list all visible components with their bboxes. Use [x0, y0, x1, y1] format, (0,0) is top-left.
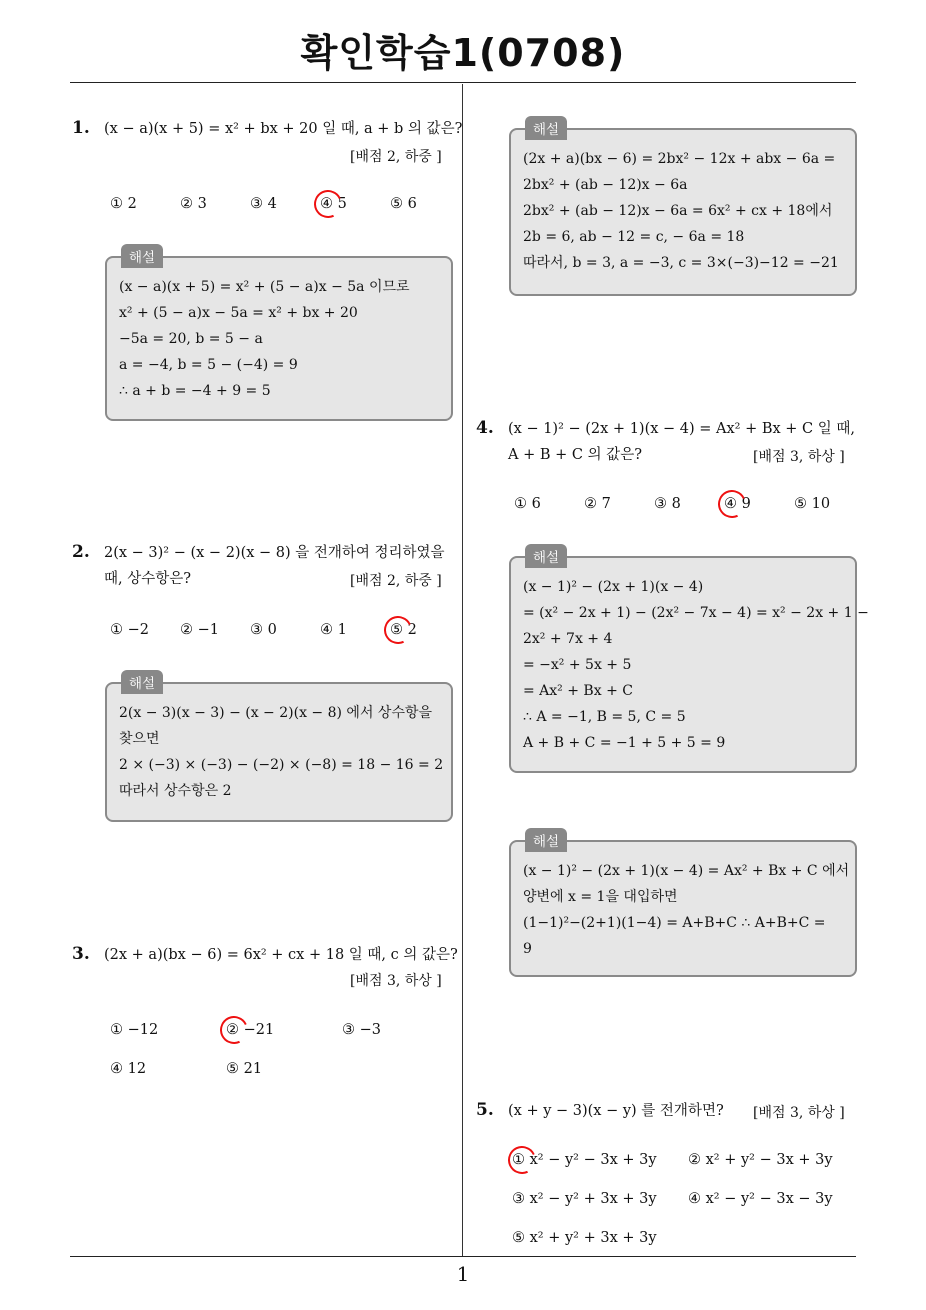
question-text: (x − 1)² − (2x + 1)(x − 4) = Ax² + Bx + C 일 때, [508, 421, 855, 437]
option-4[interactable]: ④ 1 [320, 622, 347, 638]
question-meta: [배점 3, 하상 ] [753, 449, 845, 465]
option-3[interactable]: ③ x² − y² + 3x + 3y [512, 1191, 657, 1207]
option-2[interactable]: ② −21 [226, 1022, 275, 1038]
solution-box-2 [509, 834, 857, 977]
option-5[interactable]: ⑤ 10 [794, 496, 831, 512]
option-2[interactable]: ② 7 [584, 496, 611, 512]
solution-label: 해설 [121, 244, 163, 268]
solution-line: 따라서, b = 3, a = −3, c = 3×(−3)−12 = −21 [523, 255, 839, 271]
solution-line: 2bx² + (ab − 12)x − 6a [523, 177, 688, 193]
page-number: 1 [456, 1262, 470, 1286]
solution-line: 2 × (−3) × (−3) − (−2) × (−8) = 18 − 16 = 2 [119, 757, 444, 773]
solution-box [509, 550, 869, 773]
solution-label: 해설 [121, 670, 163, 694]
solution-box [105, 676, 453, 822]
solution-line: 2b = 6, ab − 12 = c, − 6a = 18 [523, 229, 745, 245]
top-divider [70, 82, 856, 83]
option-3[interactable]: ③ −3 [342, 1022, 381, 1038]
solution-line: x² + (5 − a)x − 5a = x² + bx + 20 [119, 305, 358, 321]
solution-line: 2bx² + (ab − 12)x − 6a = 6x² + cx + 18에서 [523, 203, 833, 219]
question-number: 4. [476, 418, 494, 438]
solution-line: A + B + C = −1 + 5 + 5 = 9 [523, 735, 726, 751]
solution-box [509, 122, 857, 296]
question-number: 1. [72, 118, 90, 138]
question-number: 2. [72, 542, 90, 562]
solution-line: = (x² − 2x + 1) − (2x² − 7x − 4) = x² − 2x + 1 − [523, 605, 869, 621]
solution-label: 해설 [525, 116, 567, 140]
answer-mark-icon [504, 1142, 540, 1178]
solution-line: (1−1)²−(2+1)(1−4) = A+B+C ∴ A+B+C = [523, 915, 826, 931]
question-text: 2(x − 3)² − (x − 2)(x − 8) 을 전개하여 정리하였을 [104, 545, 445, 561]
option-5[interactable]: ⑤ 21 [226, 1061, 263, 1077]
solution-line: a = −4, b = 5 − (−4) = 9 [119, 357, 298, 373]
question-text: (x − a)(x + 5) = x² + bx + 20 일 때, a + b 의 값은? [104, 121, 463, 137]
answer-mark-icon [216, 1012, 252, 1048]
option-5[interactable]: ⑤ 6 [390, 196, 417, 212]
solution-box [105, 250, 453, 421]
solution-label: 해설 [525, 544, 567, 568]
question-text: (x + y − 3)(x − y) 를 전개하면? [508, 1103, 724, 1119]
option-1[interactable]: ① 2 [110, 196, 137, 212]
answer-mark-icon [380, 612, 416, 648]
solution-line: 9 [523, 941, 532, 957]
solution-line: 2x² + 7x + 4 [523, 631, 613, 647]
solution-line: 따라서 상수항은 2 [119, 783, 232, 799]
answer-mark-icon [714, 486, 750, 522]
option-1[interactable]: ① −2 [110, 622, 149, 638]
column-divider [462, 84, 463, 1256]
option-2[interactable]: ② −1 [180, 622, 219, 638]
option-3[interactable]: ③ 4 [250, 196, 277, 212]
option-3[interactable]: ③ 0 [250, 622, 277, 638]
question-number: 3. [72, 944, 90, 964]
solution-line: 찾으면 [119, 731, 160, 747]
solution-line: (x − 1)² − (2x + 1)(x − 4) [523, 579, 704, 595]
question-meta: [배점 3, 하상 ] [350, 973, 442, 989]
solution-line: 양변에 x = 1을 대입하면 [523, 889, 678, 905]
option-4[interactable]: ④ x² − y² − 3x − 3y [688, 1191, 833, 1207]
solution-line: (x − a)(x + 5) = x² + (5 − a)x − 5a 이므로 [119, 279, 410, 295]
option-4[interactable]: ④ 5 [320, 196, 347, 212]
option-2[interactable]: ② 3 [180, 196, 207, 212]
solution-label: 해설 [525, 828, 567, 852]
option-4[interactable]: ④ 9 [724, 496, 751, 512]
page-title: 확인학습1(0708) [300, 31, 626, 75]
solution-line: = Ax² + Bx + C [523, 683, 633, 699]
solution-line: −5a = 20, b = 5 − a [119, 331, 263, 347]
option-4[interactable]: ④ 12 [110, 1061, 147, 1077]
question-meta: [배점 2, 하중 ] [350, 573, 442, 589]
solution-line: (2x + a)(bx − 6) = 2bx² − 12x + abx − 6a = [523, 151, 836, 167]
option-1[interactable]: ① −12 [110, 1022, 159, 1038]
option-2[interactable]: ② x² + y² − 3x + 3y [688, 1152, 833, 1168]
question-meta: [배점 2, 하중 ] [350, 149, 442, 165]
question-text: (2x + a)(bx − 6) = 6x² + cx + 18 일 때, c 의 값은? [104, 947, 458, 963]
question-number: 5. [476, 1100, 494, 1120]
option-1[interactable]: ① x² − y² − 3x + 3y [512, 1152, 657, 1168]
solution-line: 2(x − 3)(x − 3) − (x − 2)(x − 8) 에서 상수항을 [119, 705, 433, 721]
question-text: 때, 상수항은? [104, 571, 192, 587]
option-3[interactable]: ③ 8 [654, 496, 681, 512]
question-meta: [배점 3, 하상 ] [753, 1105, 845, 1121]
question-text: A + B + C 의 값은? [508, 447, 642, 463]
solution-line: (x − 1)² − (2x + 1)(x − 4) = Ax² + Bx + C 에서 [523, 863, 850, 879]
option-5[interactable]: ⑤ 2 [390, 622, 417, 638]
option-1[interactable]: ① 6 [514, 496, 541, 512]
solution-line: ∴ a + b = −4 + 9 = 5 [119, 383, 271, 399]
option-5[interactable]: ⑤ x² + y² + 3x + 3y [512, 1230, 657, 1246]
solution-line: = −x² + 5x + 5 [523, 657, 632, 673]
bottom-divider [70, 1256, 856, 1257]
solution-line: ∴ A = −1, B = 5, C = 5 [523, 709, 686, 725]
answer-mark-icon [310, 186, 346, 222]
